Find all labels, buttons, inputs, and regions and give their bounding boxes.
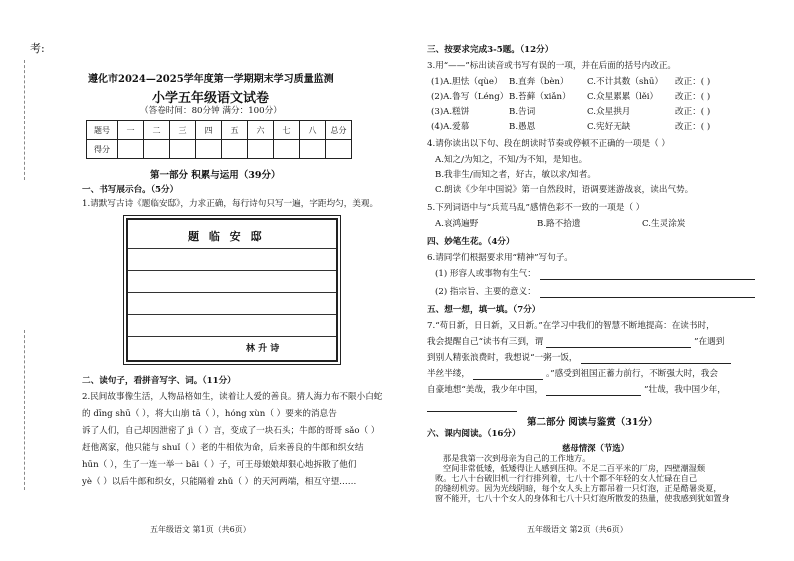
score-header-cell: 三 xyxy=(170,121,196,140)
correction-field[interactable]: 改正：( ) xyxy=(675,92,711,102)
q4-option[interactable]: C.朗读《少年中国说》第一自然段时，语调要迷游战哀，读出气势。 xyxy=(435,185,694,195)
part1-title: 第一部分 积累与运用（39分） xyxy=(150,170,281,181)
sec4-title: 四、妙笔生花。（4分） xyxy=(427,237,515,247)
binding-line xyxy=(24,60,25,180)
q7-line[interactable] xyxy=(427,353,731,364)
score-header-cell: 六 xyxy=(248,121,274,140)
q3-option[interactable]: C.宪好无缺 xyxy=(587,122,631,132)
q3-option[interactable]: (3)A.糕饼 xyxy=(431,107,470,117)
q7-line[interactable] xyxy=(427,337,724,348)
sec1-question: 1.请默写古诗《题临安邸》，力求正确，每行诗句只写一遍，字距均匀，美观。 xyxy=(82,199,379,209)
q7-line[interactable] xyxy=(427,401,517,412)
sec3-title: 三、按要求完成3-5题。（12分） xyxy=(427,45,554,55)
score-cell[interactable] xyxy=(170,140,196,159)
q4-option[interactable]: B.我非生/而知之者，好古，敏以求/知者。 xyxy=(435,170,596,180)
right-page xyxy=(397,0,794,561)
score-cell[interactable] xyxy=(326,140,352,159)
header-title: 遵化市2024—2025学年度第一学期期末学习质量监测 xyxy=(88,74,334,85)
score-cell[interactable] xyxy=(196,140,222,159)
correction-field[interactable]: 改正：( ) xyxy=(675,122,711,132)
score-header-cell: 总分 xyxy=(326,121,352,140)
exam-info: （答卷时间：80分钟 满分：100分） xyxy=(140,106,282,116)
sec5-title: 五、想一想，填一填。（7分） xyxy=(427,305,541,315)
correction-field[interactable]: 改正：( ) xyxy=(675,107,711,117)
side-mark: 考: xyxy=(30,42,45,55)
q3-option[interactable]: B.告词 xyxy=(509,107,536,117)
q7-text: 自豪地想“美哉，我少年中国， xyxy=(427,385,544,395)
q5[interactable]: 5.下列词语中与“兵荒马乱”感情色彩不一致的一项是（ ） xyxy=(427,203,645,213)
q7-text: 到别人精张浪费时，我想说“一粥一饭， xyxy=(427,353,578,363)
score-cell[interactable] xyxy=(118,140,144,159)
sec2-line[interactable]: hūn（ ），生了一连一举一 bāi（ ）子，可王母娘娘却狠心地拆散了他们 xyxy=(82,460,357,470)
q4-option[interactable]: A.知之/为知之，不知/为不知，是知也。 xyxy=(435,155,588,165)
score-cell[interactable] xyxy=(144,140,170,159)
q5-option[interactable]: A.哀鸿遍野 xyxy=(435,219,479,229)
q3-option[interactable]: (2)A.鲁写（Léng） xyxy=(431,92,509,102)
score-cell[interactable] xyxy=(274,140,300,159)
q3-option[interactable]: C.众星累累（lěi） xyxy=(587,92,659,102)
q3: 3.用“——”标出读音或书写有误的一项，并在后面的括号内改正。 xyxy=(427,61,677,71)
poem-author: 林 升 诗 xyxy=(246,344,280,354)
q7-text: 半丝半缕， xyxy=(427,369,470,379)
exam-title: 小学五年级语文试卷 xyxy=(152,91,270,106)
score-cell[interactable] xyxy=(222,140,248,159)
sec6-title: 六、课内阅读。（16分） xyxy=(427,429,521,439)
q5-option[interactable]: B.路不拾遗 xyxy=(537,219,581,229)
q7-line: 7.“苟日新，日日新，又日新。”在学习中我们的智慧不断地提高：在读书时， xyxy=(427,321,715,331)
q3-option[interactable]: B.苔藓（xiǎn） xyxy=(509,92,571,102)
left-page xyxy=(0,0,396,561)
score-header-cell: 二 xyxy=(144,121,170,140)
score-cell[interactable] xyxy=(248,140,274,159)
passage-title: 慈母情深（节选） xyxy=(562,443,629,453)
sec2-line[interactable]: 诉了人们，自己却因泄密了 jì（ ）言，变成了一块石头；牛郎的哥哥 sǎo（ ） xyxy=(82,426,380,436)
sec1-title: 一、书写展示台。（5分） xyxy=(82,185,179,195)
q6-item-label: (1) 形容人或事物有生气： xyxy=(435,269,536,279)
poem-writing-box[interactable] xyxy=(126,218,338,362)
q7-line[interactable] xyxy=(427,369,718,380)
page-footer: 五年级语文 第2页（共6页） xyxy=(527,525,628,534)
sec2-line[interactable]: 的 dīng shū（ ），将大山崩 tā（ ），hóng xùn（ ）要来的消息告 xyxy=(82,409,337,419)
q7-text: 。”感受到祖国正蓄力前行，不断强大时，我会 xyxy=(545,369,718,379)
score-header-cell: 五 xyxy=(222,121,248,140)
score-header-cell: 八 xyxy=(300,121,326,140)
binding-line xyxy=(24,330,25,490)
sec2-line[interactable]: yè（ ）以后牛郎和织女，只能隔着 zhǔ（ ）的天河两端，相互守望…… xyxy=(82,477,357,487)
passage-line: 窗不能开，七八十个女人的身体和七八十只灯泡所散发的热量，使我感到犹如置身 xyxy=(435,493,730,503)
q3-option[interactable]: B.直奔（bèn） xyxy=(509,77,569,87)
q3-option[interactable]: (4)A.爱慕 xyxy=(431,122,470,132)
q3-option[interactable]: C.不计其数（shū） xyxy=(587,77,664,87)
q6-item[interactable] xyxy=(435,287,755,298)
q3-option[interactable]: C.众星拱月 xyxy=(587,107,631,117)
q7-text: 我会提醒自己“读书有三到，谓 xyxy=(427,337,544,347)
score-cell: 得分 xyxy=(87,140,118,159)
score-header-cell: 一 xyxy=(118,121,144,140)
q4[interactable]: 4.请你读出以下句、段在朗读时节奏或停顿不正确的一项是（ ） xyxy=(427,139,670,149)
sec2-title: 二、读句子，看拼音写字、词。（11分） xyxy=(82,376,236,386)
poem-title: 题 临 安 邸 xyxy=(188,230,265,243)
passage-line: 的缝纫机旁。因为光线阴暗，每个女人头上方都吊着一只灯泡，正是酷暑炎夏， xyxy=(435,483,722,493)
score-table xyxy=(86,120,352,159)
q7-text: ”在遇到 xyxy=(694,337,725,347)
q6: 6.请同学们根据要求用“精神”写句子。 xyxy=(427,253,573,263)
part2-title: 第二部分 阅读与鉴赏（31分） xyxy=(527,417,658,428)
q3-option[interactable]: B.愚恩 xyxy=(509,122,536,132)
q6-item-label: (2) 指宗旨、主要的意义： xyxy=(435,287,536,297)
q5-option[interactable]: C.生灵涂炭 xyxy=(642,219,686,229)
score-cell[interactable] xyxy=(300,140,326,159)
passage-line: 空间非常低矮，低矮得让人感到压抑。不足二百平米的厂房，四壁潮湿颓 xyxy=(443,463,706,473)
sec2-line: 2.民间故事像生活，人物品格如生，读着让人爱的善良。猜人海力布不限小白蛇 xyxy=(82,392,383,402)
correction-field[interactable]: 改正：( ) xyxy=(675,77,711,87)
passage-line: 败。七八十台破旧机一行行排列着，七八十个都不年轻的女人忙碌在自己 xyxy=(435,473,698,483)
score-header-cell: 七 xyxy=(274,121,300,140)
q6-item[interactable] xyxy=(435,269,755,280)
q7-line[interactable] xyxy=(427,385,726,396)
score-header-cell: 四 xyxy=(196,121,222,140)
page-footer: 五年级语文 第1页（共6页） xyxy=(150,525,251,534)
score-header-cell: 题号 xyxy=(87,121,118,140)
sec2-line[interactable]: 赶他离家，他只能与 shuǐ（ ）老的牛相依为命，后来善良的牛郎和织女结 xyxy=(82,443,364,453)
passage-line: 那是我第一次到母亲为自己的工作地方。 xyxy=(443,453,591,463)
q7-text: ”壮哉，我中国少年， xyxy=(644,385,726,395)
q3-option[interactable]: (1)A.胆怯（qùe） xyxy=(431,77,503,87)
